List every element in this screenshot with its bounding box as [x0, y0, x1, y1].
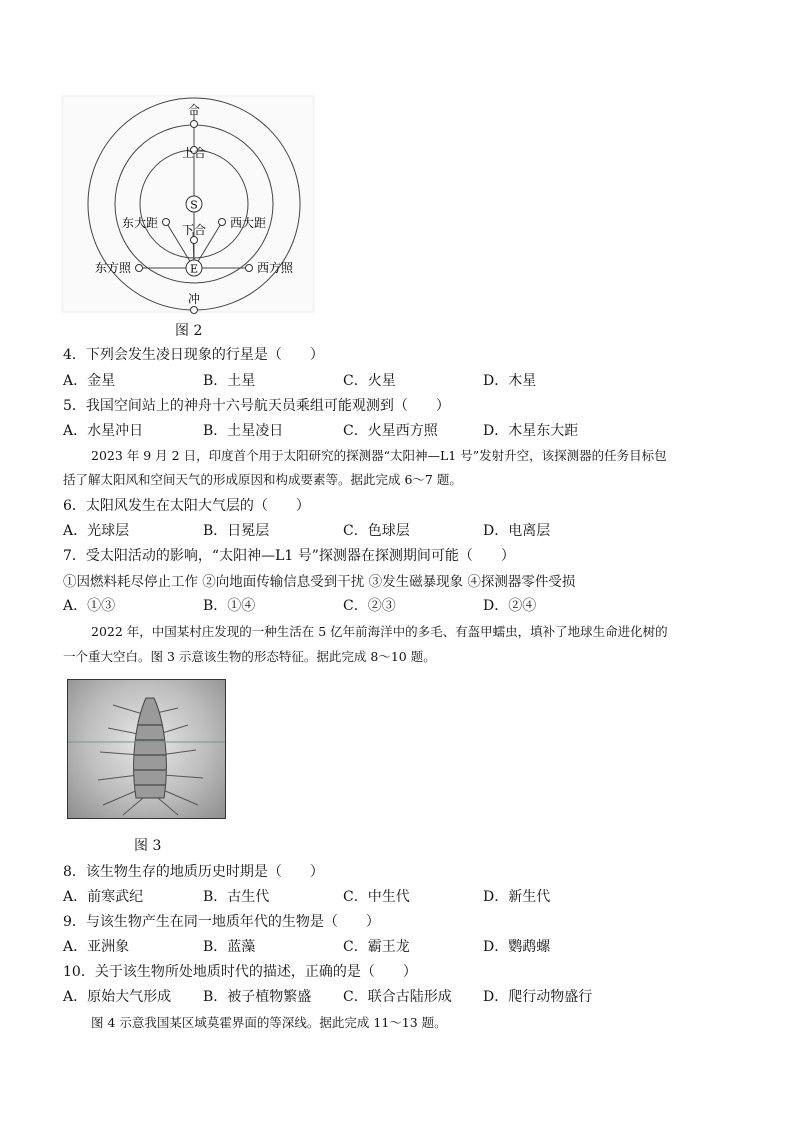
q6-option-a: A．光球层: [63, 523, 130, 539]
q8-option-a: A．前寒武纪: [63, 889, 144, 905]
q10-option-c: C．联合古陆形成: [343, 989, 452, 1005]
q9-option-c: C．霸王龙: [343, 939, 410, 955]
inferior-conjunction-label: 下合: [181, 223, 207, 237]
earth-label: E: [189, 262, 199, 276]
q8-option-c: C．中生代: [343, 889, 410, 905]
q5-option-c: C．火星西方照: [343, 423, 438, 439]
figure3-photo: [67, 679, 226, 819]
fossil-worm-image: [68, 680, 225, 818]
q5-option-d: D．木星东大距: [483, 423, 579, 439]
conjunction-label: 合: [187, 103, 201, 117]
q5-option-a: A．水星冲日: [63, 423, 144, 439]
q6-option-d: D．电离层: [483, 523, 551, 539]
q9-option-a: A．亚洲象: [63, 939, 130, 955]
opposition-label: 冲: [187, 292, 201, 306]
greatest-east-label: 东大距: [121, 216, 158, 230]
q4-option-d: D．木星: [483, 373, 537, 389]
q10-option-a: A．原始大气形成: [63, 989, 172, 1005]
context-6-7-line2: 括了解太阳风和空间天气的形成原因和构成要素等。据此完成 6～7 题。: [63, 472, 462, 487]
q4-option-b: B．土星: [203, 373, 256, 389]
sun-label: S: [190, 198, 198, 212]
context-8-10-line1: 2022 年，中国某村庄发现的一种生活在 5 亿年前海洋中的多毛、有盔甲蠕虫，填补了地球生命进化树的: [91, 624, 668, 639]
q7-option-d: D．②④: [483, 598, 537, 614]
q7-option-b: B．①④: [203, 598, 256, 614]
q6-option-b: B．日冕层: [203, 523, 270, 539]
context-11-13-line1: 图 4 示意我国某区域莫霍界面的等深线。据此完成 11～13 题。: [91, 1015, 447, 1030]
q9-stem: 9．与该生物产生在同一地质年代的生物是（ ）: [63, 914, 380, 930]
q7-option-c: C．②③: [343, 598, 396, 614]
greatest-west-label: 西大距: [230, 216, 267, 230]
q7-option-a: A．①③: [63, 598, 116, 614]
figure2-orbit-diagram: [60, 92, 330, 314]
q5-option-b: B．土星凌日: [203, 423, 284, 439]
q5-stem: 5．我国空间站上的神舟十六号航天员乘组可能观测到（ ）: [63, 398, 450, 414]
q4-option-c: C．火星: [343, 373, 396, 389]
q10-option-d: D．爬行动物盛行: [483, 989, 593, 1005]
q6-stem: 6．太阳风发生在太阳大气层的（ ）: [63, 498, 310, 514]
superior-conjunction-label: 上合: [181, 146, 207, 160]
west-quadrature-label: 西方照: [257, 261, 294, 275]
context-8-10-line2: 一个重大空白。图 3 示意该生物的形态特征。据此完成 8～10 题。: [63, 649, 436, 664]
east-quadrature-label: 东方照: [94, 261, 131, 275]
q9-option-b: B．蓝藻: [203, 939, 256, 955]
q4-option-a: A．金星: [63, 373, 116, 389]
q4-stem: 4．下列会发生凌日现象的行星是（ ）: [63, 347, 324, 363]
q8-stem: 8．该生物生存的地质历史时期是（ ）: [63, 864, 324, 880]
q7-stem: 7．受太阳活动的影响，“太阳神—L1 号”探测器在探测期间可能（ ）: [63, 548, 515, 564]
q8-option-d: D．新生代: [483, 889, 551, 905]
q6-option-c: C．色球层: [343, 523, 410, 539]
figure2-caption: 图 2: [175, 323, 203, 339]
q9-option-d: D．鹦鹉螺: [483, 939, 551, 955]
q10-option-b: B．被子植物繁盛: [203, 989, 312, 1005]
figure3-caption: 图 3: [134, 838, 162, 854]
q10-stem: 10．关于该生物所处地质时代的描述，正确的是（ ）: [63, 964, 417, 980]
context-6-7-line1: 2023 年 9 月 2 日，印度首个用于太阳研究的探测器“太阳神—L1 号”发射升空，该探测器的任务目标包: [91, 448, 667, 463]
q8-option-b: B．古生代: [203, 889, 270, 905]
q7-items: ①因燃料耗尽停止工作 ②向地面传输信息受到干扰 ③发生磁暴现象 ④探测器零件受损: [63, 574, 576, 590]
